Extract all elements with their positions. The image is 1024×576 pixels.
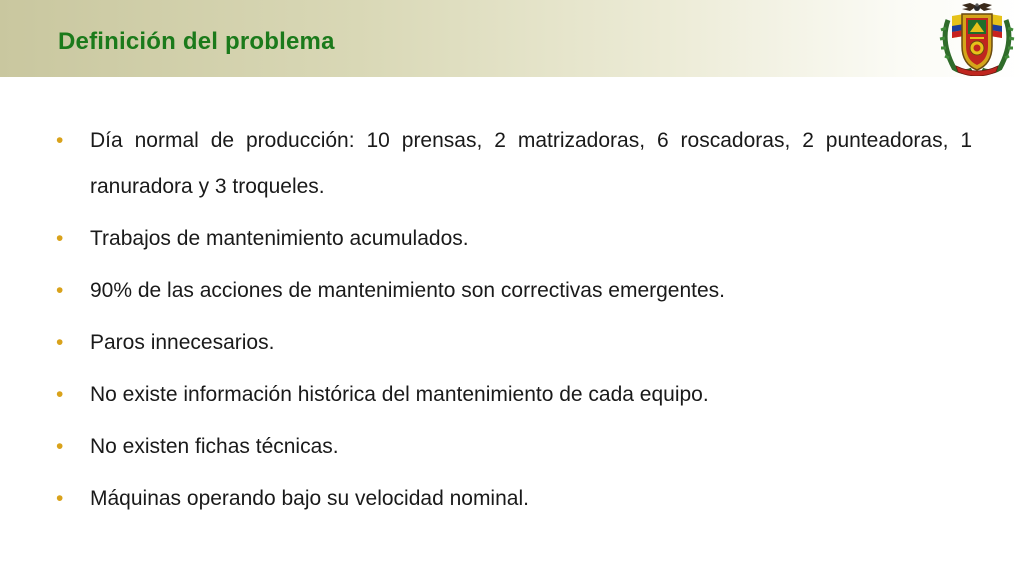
bullet-text: Día normal de producción: 10 prensas, 2 matrizadoras, 6 roscadoras, 2 punteadoras, 1 ranuradora y 3 troqueles. (90, 129, 972, 198)
bullet-icon: • (56, 279, 64, 302)
bullet-text: 90% de las acciones de mantenimiento son correctivas emergentes. (90, 279, 726, 302)
bullet-icon: • (56, 331, 64, 354)
bullet-text: No existen fichas técnicas. (90, 435, 339, 458)
list-item (56, 268, 972, 314)
bullet-icon: • (56, 435, 64, 458)
list-item (56, 118, 972, 210)
list-item (56, 424, 972, 470)
slide-title: Definición del problema (58, 28, 335, 55)
list-item (56, 216, 972, 262)
bullet-text: Paros innecesarios. (90, 331, 275, 354)
bullet-text: Trabajos de mantenimiento acumulados. (90, 227, 469, 250)
university-coat-of-arms-icon (934, 2, 1020, 76)
bullet-text: Máquinas operando bajo su velocidad nominal. (90, 487, 529, 510)
bullet-icon: • (56, 383, 64, 406)
bullet-icon: • (56, 487, 64, 510)
bullet-icon: • (56, 129, 64, 152)
list-item (56, 320, 972, 366)
bullet-list (56, 118, 972, 528)
list-item (56, 372, 972, 418)
list-item (56, 476, 972, 522)
bullet-icon: • (56, 227, 64, 250)
bullet-text: No existe información histórica del mantenimiento de cada equipo. (90, 383, 709, 406)
